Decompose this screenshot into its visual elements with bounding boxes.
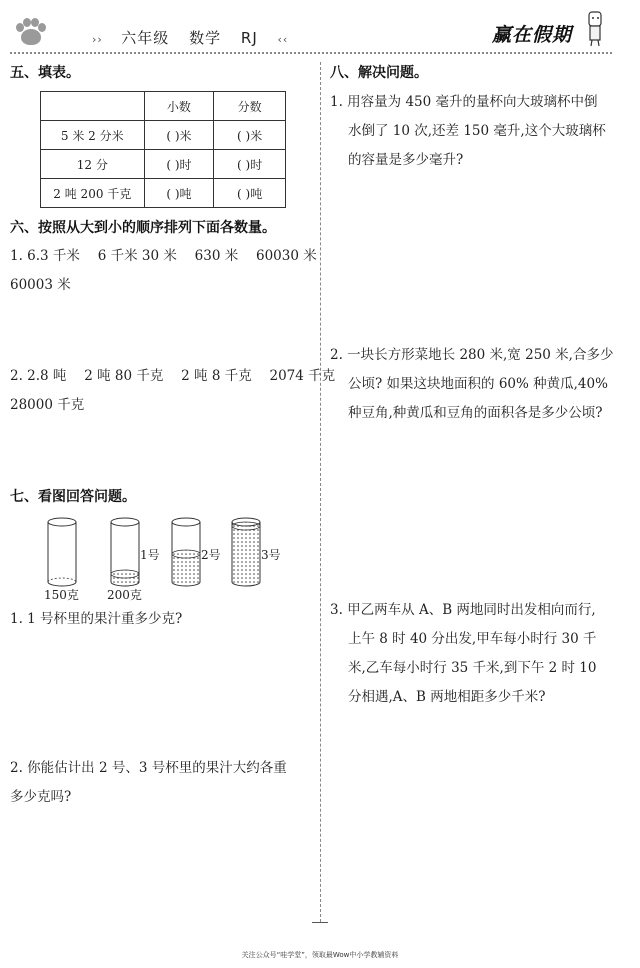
subject-label: 数学: [189, 29, 222, 47]
question-line: 2. 你能估计出 2 号、3 号杯里的果汁大约各重: [10, 760, 287, 776]
question-line: 水倒了 10 次,还差 150 毫升,这个大玻璃杯: [348, 123, 606, 139]
question-line: 28000 千克: [10, 397, 85, 413]
page-header: [0, 0, 640, 56]
question-line: 1. 6.3 千米 6 千米 30 米 630 米 60030 米: [10, 248, 317, 264]
section7-question1: 1. 1 号杯里的果汁重多少克?: [10, 611, 183, 627]
table-cell: 5 米 2 分米: [41, 121, 145, 150]
question-line: 1. 用容量为 450 毫升的量杯向大玻璃杯中倒: [330, 94, 598, 110]
question-line: 公顷? 如果这块地面积的 60% 种黄瓜,40%: [348, 376, 608, 392]
table-row: [41, 179, 286, 208]
table-cell: 2 吨 200 千克: [41, 179, 145, 208]
table-header-cell: 分数: [214, 92, 286, 121]
right-arrows: ‹‹: [277, 33, 289, 46]
question-line: 米,乙车每小时行 35 千米,到下午 2 时 10: [348, 660, 597, 676]
table-header-row: [41, 92, 286, 121]
edition-label: RJ: [240, 29, 258, 47]
question-line: 上午 8 时 40 分出发,甲车每小时行 30 千: [348, 631, 597, 647]
cup-3: [232, 518, 260, 586]
brand-logo: 赢在假期: [492, 24, 573, 46]
table-row: [41, 121, 286, 150]
table-answer-cell[interactable]: ( )米: [144, 121, 214, 150]
section6-title: 六、按照从大到小的顺序排列下面各数量。: [10, 220, 276, 236]
section8-question1: [330, 88, 606, 175]
table-answer-cell[interactable]: ( )时: [144, 150, 214, 179]
section6-question1: [10, 242, 317, 300]
weight-label: 150克: [44, 588, 79, 602]
question-line: 2. 一块长方形菜地长 280 米,宽 250 米,合多少: [330, 347, 614, 363]
section7-title: 七、看图回答问题。: [10, 489, 136, 505]
section5-title: 五、填表。: [10, 65, 80, 81]
fill-table: [40, 91, 286, 208]
empty-cup: [48, 518, 76, 586]
table-answer-cell[interactable]: ( )时: [214, 150, 286, 179]
cups-figure: [40, 512, 300, 602]
cup-label: 1号: [140, 548, 160, 562]
left-arrows: ››: [92, 33, 108, 46]
cup-label: 2号: [201, 548, 221, 562]
cup-label: 3号: [261, 548, 281, 562]
question-line: 60003 米: [10, 277, 71, 293]
table-answer-cell[interactable]: ( )吨: [214, 179, 286, 208]
column-divider: [320, 62, 321, 922]
section7-question2: [10, 754, 287, 812]
table-header-cell: [41, 92, 145, 121]
header-title: [92, 27, 302, 48]
section8-question2: [330, 341, 613, 428]
table-row: [41, 150, 286, 179]
cup-1: [111, 518, 139, 586]
question-line: 种豆角,种黄瓜和豆角的面积各是多少公顷?: [348, 405, 603, 421]
question-line: 3. 甲乙两车从 A、B 两地同时出发相向而行,: [330, 602, 596, 618]
page-number-mark: [312, 922, 328, 923]
section6-question2: [10, 362, 335, 420]
question-line: 分相遇,A、B 两地相距多少千米?: [348, 689, 546, 705]
paw-print-icon: [14, 18, 48, 48]
table-answer-cell[interactable]: ( )吨: [144, 179, 214, 208]
weight-label: 200克: [107, 588, 142, 602]
question-line: 的容量是多少毫升?: [348, 152, 464, 168]
header-divider: [10, 52, 612, 54]
cup-2: [172, 518, 200, 586]
footer-note: 关注公众号“哇学堂”，领取最Wow中小学教辅资料: [241, 951, 399, 959]
table-cell: 12 分: [41, 150, 145, 179]
question-line: 多少克吗?: [10, 789, 72, 805]
grade-label: 六年级: [121, 29, 170, 47]
table-answer-cell[interactable]: ( )米: [214, 121, 286, 150]
cartoon-figure-icon: [584, 8, 606, 48]
section8-question3: [330, 596, 596, 712]
section8-title: 八、解决问题。: [330, 65, 428, 81]
table-header-cell: 小数: [144, 92, 214, 121]
question-line: 2. 2.8 吨 2 吨 80 千克 2 吨 8 千克 2074 千克: [10, 368, 336, 384]
